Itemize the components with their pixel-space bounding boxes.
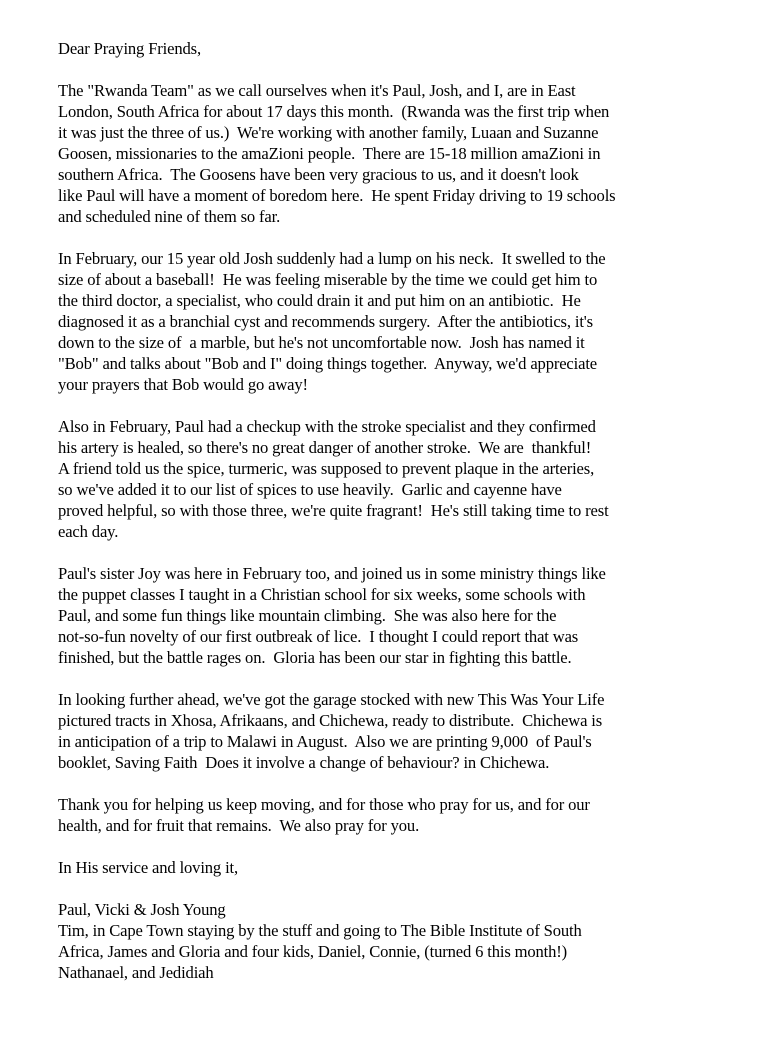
paragraph-line: Goosen, missionaries to the amaZioni people. There are 15-18 million amaZioni in	[58, 144, 601, 163]
paragraph-line: so we've added it to our list of spices to use heavily. Garlic and cayenne have	[58, 480, 562, 499]
paragraph-line: your prayers that Bob would go away!	[58, 375, 308, 394]
letter-document	[58, 38, 748, 983]
paragraph-rwanda-team	[58, 80, 748, 227]
paragraph-line: it was just the three of us.) We're working with another family, Luaan and Suzanne	[58, 123, 599, 142]
paragraph-line: his artery is healed, so there's no great danger of another stroke. We are thankful!	[58, 438, 592, 457]
letter-greeting	[58, 38, 748, 59]
signature-line: Africa, James and Gloria and four kids, Daniel, Connie, (turned 6 this month!)	[58, 942, 568, 961]
paragraph-line: In looking further ahead, we've got the garage stocked with new This Was Your Life	[58, 690, 605, 709]
paragraph-line: Thank you for helping us keep moving, and for those who pray for us, and for our	[58, 795, 590, 814]
paragraph-line: London, South Africa for about 17 days this month. (Rwanda was the first trip when	[58, 102, 610, 121]
letter-closing	[58, 857, 748, 878]
paragraph-line: and scheduled nine of them so far.	[58, 207, 281, 226]
paragraph-paul-checkup	[58, 416, 748, 542]
paragraph-line: A friend told us the spice, turmeric, was supposed to prevent plaque in the arteries,	[58, 459, 595, 478]
paragraph-line: like Paul will have a moment of boredom here. He spent Friday driving to 19 schools	[58, 186, 616, 205]
paragraph-line: southern Africa. The Goosens have been very gracious to us, and it doesn't look	[58, 165, 579, 184]
paragraph-line: In February, our 15 year old Josh suddenly had a lump on his neck. It swelled to the	[58, 249, 606, 268]
paragraph-line: each day.	[58, 522, 119, 541]
paragraph-line: down to the size of a marble, but he's not uncomfortable now. Josh has named it	[58, 333, 585, 352]
paragraph-line: pictured tracts in Xhosa, Afrikaans, and Chichewa, ready to distribute. Chichewa is	[58, 711, 603, 730]
paragraph-line: Paul's sister Joy was here in February too, and joined us in some ministry things like	[58, 564, 606, 583]
signature-line: Tim, in Cape Town staying by the stuff and going to The Bible Institute of South	[58, 921, 582, 940]
paragraph-line: diagnosed it as a branchial cyst and recommends surgery. After the antibiotics, it's	[58, 312, 593, 331]
paragraph-line: size of about a baseball! He was feeling miserable by the time we could get him to	[58, 270, 598, 289]
signature-line: Paul, Vicki & Josh Young	[58, 900, 226, 919]
paragraph-line: The "Rwanda Team" as we call ourselves when it's Paul, Josh, and I, are in East	[58, 81, 576, 100]
paragraph-line: the puppet classes I taught in a Christian school for six weeks, some schools with	[58, 585, 586, 604]
paragraph-line: finished, but the battle rages on. Gloria has been our star in fighting this battle.	[58, 648, 572, 667]
paragraph-line: Paul, and some fun things like mountain climbing. She was also here for the	[58, 606, 557, 625]
greeting-text: Dear Praying Friends,	[58, 39, 201, 58]
paragraph-line: proved helpful, so with those three, we're quite fragrant! He's still taking time to rest	[58, 501, 609, 520]
paragraph-line: "Bob" and talks about "Bob and I" doing things together. Anyway, we'd appreciate	[58, 354, 597, 373]
paragraph-thank-you	[58, 794, 748, 836]
paragraph-line: the third doctor, a specialist, who could drain it and put him on an antibiotic. He	[58, 291, 581, 310]
letter-signature	[58, 899, 748, 983]
paragraph-line: not-so-fun novelty of our first outbreak of lice. I thought I could report that was	[58, 627, 579, 646]
paragraph-looking-ahead	[58, 689, 748, 773]
signature-line: Nathanael, and Jedidiah	[58, 963, 214, 982]
closing-text: In His service and loving it,	[58, 858, 238, 877]
paragraph-line: booklet, Saving Faith Does it involve a change of behaviour? in Chichewa.	[58, 753, 550, 772]
paragraph-line: in anticipation of a trip to Malawi in August. Also we are printing 9,000 of Paul's	[58, 732, 592, 751]
paragraph-josh-lump	[58, 248, 748, 395]
paragraph-sister-joy	[58, 563, 748, 668]
paragraph-line: Also in February, Paul had a checkup with the stroke specialist and they confirmed	[58, 417, 596, 436]
paragraph-line: health, and for fruit that remains. We also pray for you.	[58, 816, 420, 835]
